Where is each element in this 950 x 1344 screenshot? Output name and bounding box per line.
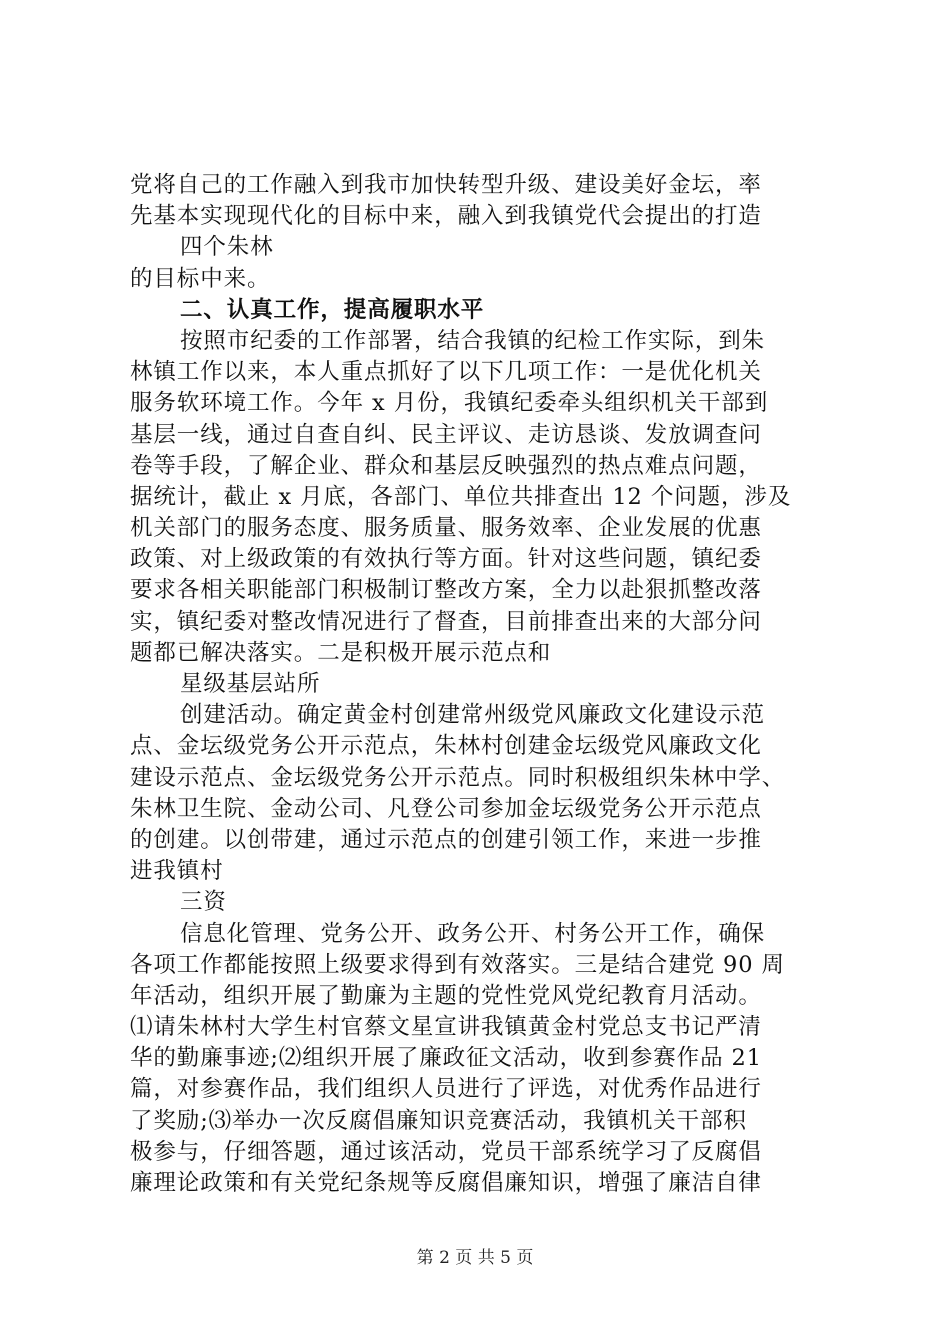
text-line: 华的勤廉事迹;⑵组织开展了廉政征文活动，收到参赛作品 21	[130, 1045, 762, 1072]
text-line: 据统计，截止 x 月底，各部门、单位共排查出 12 个问题，涉及	[130, 483, 792, 510]
text-line: 星级基层站所	[180, 671, 321, 697]
section-heading: 二、认真工作，提高履职水平	[180, 296, 485, 323]
text-line: 政策、对上级政策的有效执行等方面。针对这些问题，镇纪委	[130, 546, 762, 573]
text-line: 创建活动。确定黄金村创建常州级党风廉政文化建设示范	[180, 702, 766, 729]
text-line: 实，镇纪委对整改情况进行了督查，目前排查出来的大部分问	[130, 608, 762, 635]
text-line: 机关部门的服务态度、服务质量、服务效率、企业发展的优惠	[130, 515, 762, 542]
text-line: 极参与，仔细答题，通过该活动，党员干部系统学习了反腐倡	[130, 1138, 762, 1165]
text-line: 了奖励;⑶举办一次反腐倡廉知识竞赛活动，我镇机关干部积	[130, 1107, 747, 1134]
text-line: 题都已解决落实。二是积极开展示范点和	[130, 639, 552, 666]
text-line: 四个朱林	[180, 234, 274, 261]
text-line: 林镇工作以来，本人重点抓好了以下几项工作：一是优化机关	[130, 359, 762, 386]
text-line: 卷等手段，了解企业、群众和基层反映强烈的热点难点问题，	[130, 452, 762, 479]
text-line: 点、金坛级党务公开示范点，朱林村创建金坛级党风廉政文化	[130, 733, 762, 760]
text-line: 廉理论政策和有关党纪条规等反腐倡廉知识，增强了廉洁自律	[130, 1170, 762, 1196]
text-line: 信息化管理、党务公开、政务公开、村务公开工作，确保	[180, 920, 766, 947]
text-line: 篇，对参赛作品，我们组织人员进行了评选，对优秀作品进行	[130, 1076, 762, 1103]
text-line: 要求各相关职能部门积极制订整改方案，全力以赴狠抓整改落	[130, 577, 762, 604]
text-line: 年活动，组织开展了勤廉为主题的党性党风党纪教育月活动。	[130, 982, 762, 1009]
text-line: 党将自己的工作融入到我市加快转型升级、建设美好金坛，率	[130, 172, 762, 198]
page-footer: 第 2 页 共 5 页	[416, 1248, 534, 1268]
text-line: 按照市纪委的工作部署，结合我镇的纪检工作实际，到朱	[180, 327, 766, 354]
text-line: 各项工作都能按照上级要求得到有效落实。三是结合建党 90 周	[130, 951, 785, 978]
text-line: 三资	[180, 889, 227, 916]
text-line: 先基本实现现代化的目标中来，融入到我镇党代会提出的打造	[130, 203, 762, 230]
text-line: 建设示范点、金坛级党务公开示范点。同时积极组织朱林中学、	[130, 764, 786, 791]
text-line: 服务软环境工作。今年 x 月份，我镇纪委牵头组织机关干部到	[130, 390, 769, 417]
text-line: 朱林卫生院、金动公司、凡登公司参加金坛级党务公开示范点	[130, 795, 762, 822]
text-line: 进我镇村	[130, 858, 224, 885]
text-line: ⑴请朱林村大学生村官蔡文星宣讲我镇黄金村党总支书记严清	[130, 1014, 762, 1041]
document-body	[130, 170, 830, 1199]
text-line: 的创建。以创带建，通过示范点的创建引领工作，来进一步推	[130, 826, 762, 853]
text-line: 基层一线，通过自查自纠、民主评议、走访恳谈、发放调查问	[130, 421, 762, 448]
text-line: 的目标中来。	[130, 265, 271, 292]
